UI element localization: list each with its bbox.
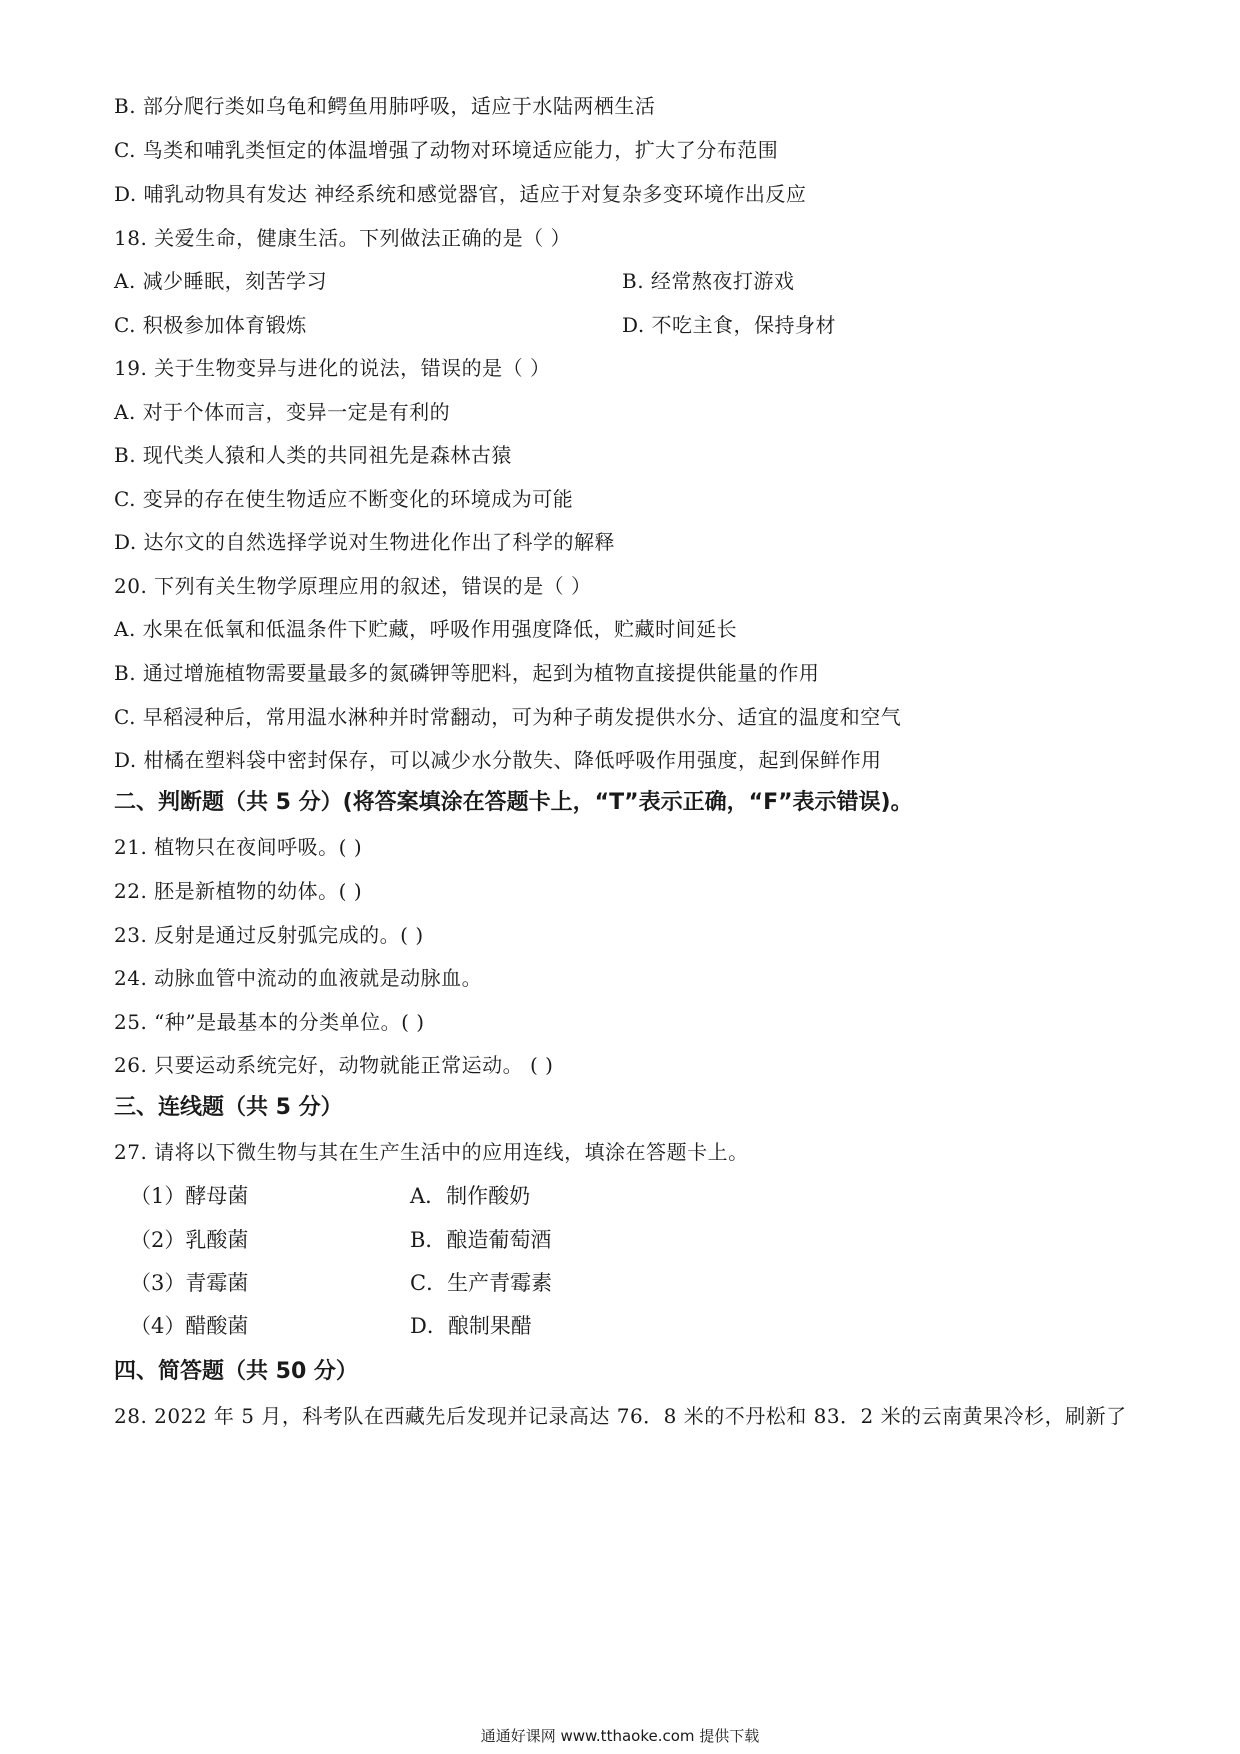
q23: 23. 反射是通过反射弧完成的。( )	[114, 923, 424, 947]
match-right-c: C．生产青霉素	[410, 1271, 553, 1295]
q20-stem: 20. 下列有关生物学原理应用的叙述，错误的是（ ）	[114, 574, 592, 598]
q19-option-c: C. 变异的存在使生物适应不断变化的环境成为可能	[114, 487, 574, 511]
q20-option-d: D. 柑橘在塑料袋中密封保存，可以减少水分散失、降低呼吸作用强度，起到保鲜作用	[114, 748, 882, 772]
q19-option-a: A. 对于个体而言，变异一定是有利的	[114, 400, 451, 424]
q26: 26. 只要运动系统完好，动物就能正常运动。 ( )	[114, 1053, 554, 1077]
match-left-3: （3）青霉菌	[130, 1271, 249, 1295]
q18-stem: 18. 关爱生命，健康生活。下列做法正确的是（ ）	[114, 226, 572, 250]
match-left-4: （4）醋酸菌	[130, 1314, 249, 1338]
q17-option-c: C. 鸟类和哺乳类恒定的体温增强了动物对环境适应能力，扩大了分布范围	[114, 138, 779, 162]
q19-option-d: D. 达尔文的自然选择学说对生物进化作出了科学的解释	[114, 530, 616, 554]
q27-stem: 27. 请将以下微生物与其在生产生活中的应用连线，填涂在答题卡上。	[114, 1140, 749, 1164]
q18-option-a: A. 减少睡眠，刻苦学习	[114, 269, 328, 293]
section3-heading: 三、连线题（共 5 分）	[114, 1095, 343, 1120]
q17-option-b: B. 部分爬行类如乌龟和鳄鱼用肺呼吸，适应于水陆两栖生活	[114, 94, 656, 118]
match-left-2: （2）乳酸菌	[130, 1228, 249, 1252]
q18-option-c: C. 积极参加体育锻炼	[114, 313, 307, 337]
q19-option-b: B. 现代类人猿和人类的共同祖先是森林古猿	[114, 443, 512, 467]
q24: 24. 动脉血管中流动的血液就是动脉血。	[114, 966, 483, 990]
q28-text: 28. 2022 年 5 月，科考队在西藏先后发现并记录高达 76．8 米的不丹松和 83．2 米的云南黄果冷杉，刷新了	[114, 1404, 1127, 1428]
q17-option-d: D. 哺乳动物具有发达 神经系统和感觉器官，适应于对复杂多变环境作出反应	[114, 182, 807, 206]
match-right-b: B．酿造葡萄酒	[410, 1228, 552, 1252]
q25: 25. “种”是最基本的分类单位。( )	[114, 1010, 425, 1034]
q20-option-c: C. 早稻浸种后，常用温水淋种并时常翻动，可为种子萌发提供水分、适宜的温度和空气	[114, 705, 902, 729]
q19-stem: 19. 关于生物变异与进化的说法，错误的是（ ）	[114, 356, 551, 380]
section4-heading: 四、简答题（共 50 分）	[114, 1359, 358, 1384]
section2-heading: 二、判断题（共 5 分）(将答案填涂在答题卡上，“T”表示正确，“F”表示错误)。	[114, 790, 913, 815]
match-right-d: D．酿制果醋	[410, 1314, 532, 1338]
q20-option-b: B. 通过增施植物需要量最多的氮磷钾等肥料，起到为植物直接提供能量的作用	[114, 661, 820, 685]
match-right-a: A．制作酸奶	[410, 1184, 531, 1208]
q18-option-d: D. 不吃主食，保持身材	[622, 313, 837, 337]
footer-source: 通通好课网 www.tthaoke.com 提供下载	[480, 1727, 760, 1745]
q21: 21. 植物只在夜间呼吸。( )	[114, 835, 363, 859]
q18-option-b: B. 经常熬夜打游戏	[622, 269, 795, 293]
q22: 22. 胚是新植物的幼体。( )	[114, 879, 363, 903]
match-left-1: （1）酵母菌	[130, 1184, 249, 1208]
q20-option-a: A. 水果在低氧和低温条件下贮藏，呼吸作用强度降低，贮藏时间延长	[114, 617, 738, 641]
